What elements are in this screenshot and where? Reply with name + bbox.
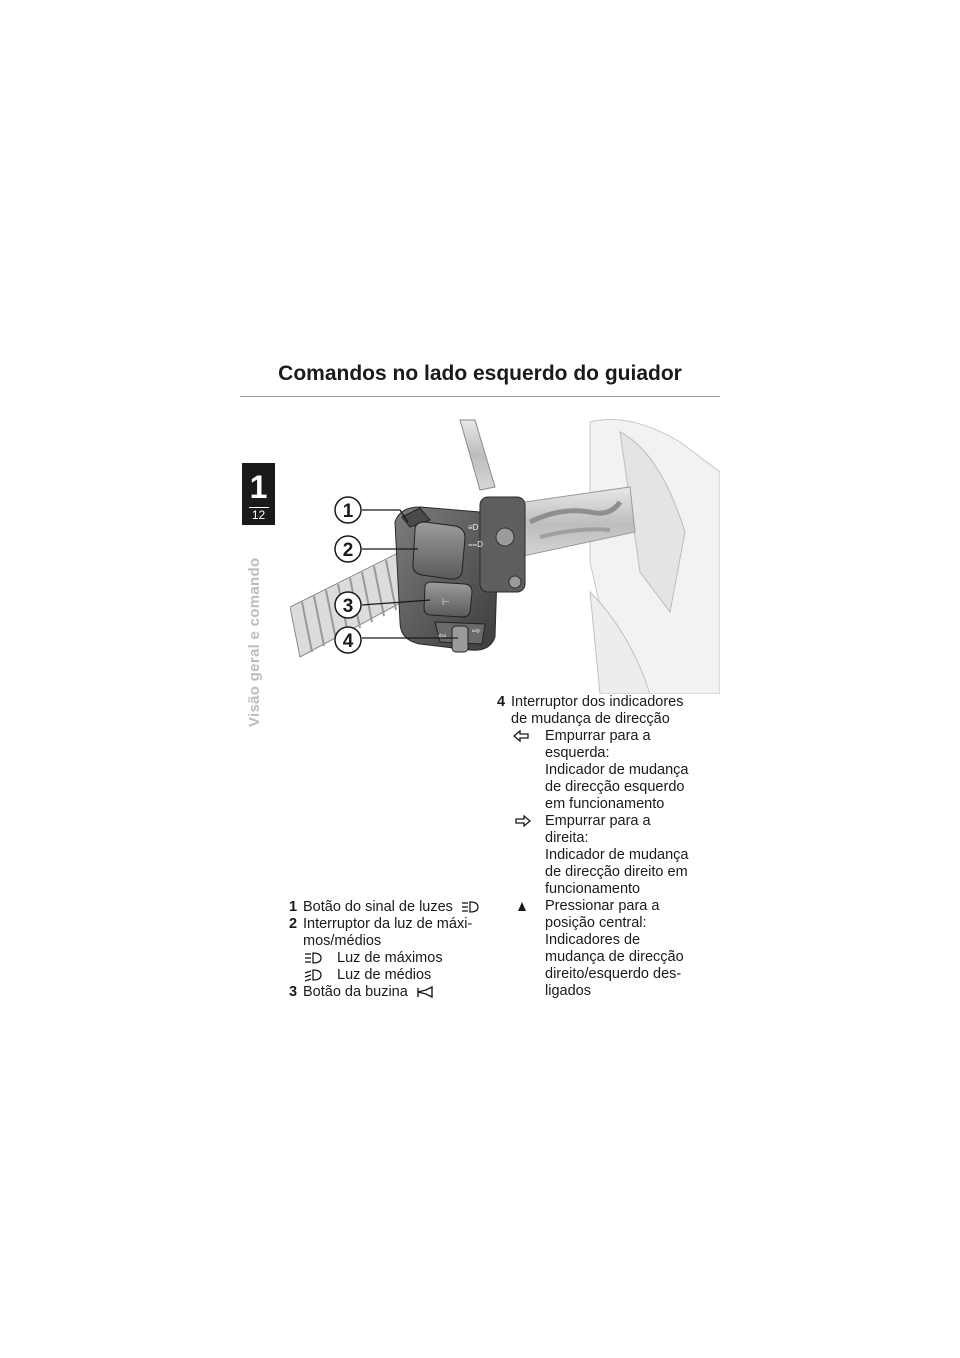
- left-legend-list: [289, 899, 489, 1001]
- page-title: Comandos no lado esquerdo do guiador: [278, 362, 682, 385]
- svg-text:2: 2: [342, 540, 354, 561]
- legend-sub-right: Empurrar para a direita: Indicador de mudança de direcção direito em funcionamento: [497, 813, 717, 898]
- svg-text:⇨: ⇨: [472, 626, 481, 637]
- svg-text:4: 4: [342, 631, 354, 652]
- low-beam-icon: [303, 967, 325, 984]
- legend-item-2-line1: Interruptor da luz de máxi-: [303, 916, 473, 932]
- svg-text:⊢: ⊢: [442, 597, 450, 607]
- legend-item-2: 2 Interruptor da luz de máxi-: [289, 916, 473, 932]
- callout-2: [335, 536, 361, 562]
- chapter-number: 1: [249, 469, 268, 505]
- title-rule: [240, 396, 720, 397]
- chapter-side-title: Visão geral e comando: [246, 557, 263, 727]
- legend-sub-low-beam: Luz de médios: [289, 967, 489, 984]
- svg-text:⇦: ⇦: [438, 631, 447, 642]
- svg-text:1: 1: [342, 501, 354, 522]
- legend-item-1: 1 Botão do sinal de luzes: [289, 899, 489, 916]
- high-beam-icon: [303, 950, 325, 967]
- handlebar-controls-illustration: [290, 412, 720, 694]
- legend-sub-center: Pressionar para a posição central: Indicadores de mudança de direcção direito/esquerdo des- ligados: [497, 898, 717, 1000]
- high-beam-icon: [461, 900, 479, 914]
- svg-text:≡D: ≡D: [468, 523, 479, 532]
- svg-text:⩵D: ⩵D: [468, 540, 483, 549]
- legend-item-4-line2: de mudança de direcção: [511, 711, 670, 727]
- arrow-left-icon: [511, 728, 533, 745]
- arrow-right-icon: [511, 813, 533, 830]
- legend-item-1-text: Botão do sinal de luzes: [303, 899, 453, 915]
- legend-sub-high-beam: Luz de máximos: [289, 950, 489, 967]
- svg-text:3: 3: [342, 596, 354, 617]
- legend-item-3-text: Botão da buzina: [303, 984, 408, 1000]
- triangle-up-icon: [511, 898, 533, 915]
- right-legend-list: [497, 694, 717, 1000]
- horn-icon: [416, 985, 434, 999]
- legend-sub-left: Empurrar para a esquerda: Indicador de mudança de direcção esquerdo em funcionamento: [497, 728, 717, 813]
- page-number: 12: [251, 508, 266, 522]
- legend-item-4: 4 Interruptor dos indicadores: [497, 694, 684, 710]
- legend-item-2-line2: mos/médios: [303, 933, 382, 949]
- callout-3: [335, 592, 361, 618]
- legend-item-3: 3 Botão da buzina: [289, 984, 489, 1001]
- callout-4: [335, 627, 361, 653]
- callout-1: [335, 497, 361, 523]
- legend-item-4-line1: Interruptor dos indicadores: [511, 694, 684, 710]
